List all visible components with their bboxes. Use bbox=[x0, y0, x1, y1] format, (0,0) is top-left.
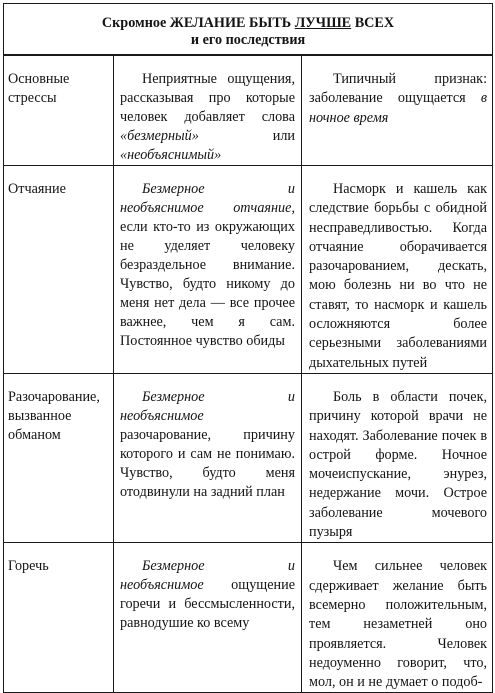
description-text: или bbox=[198, 128, 295, 144]
stress-cell: Отчаяние bbox=[4, 166, 114, 374]
description-text: Неприятные ощущения, рассказывая про которые человек добавляет слова bbox=[120, 71, 295, 125]
description-cell bbox=[114, 166, 302, 374]
table-row bbox=[4, 166, 493, 374]
table-header-row bbox=[4, 4, 493, 56]
description-italic: «необъяснимый» bbox=[120, 147, 222, 163]
title-suffix: ВСЕХ bbox=[351, 15, 395, 31]
consequence-text: Типичный признак: заболевание ощущается bbox=[309, 71, 488, 107]
stress-cell: Горечь bbox=[4, 543, 114, 693]
table-header bbox=[4, 4, 493, 56]
description-text: если кто-то из окружающих не уделяет человеку безраздельное внимание. Чувство, будто никому до меня нет дела — все прочее важнее, чем я сам. Постоянное чувство обиды bbox=[120, 219, 295, 349]
description-cell bbox=[114, 55, 302, 166]
table-row bbox=[4, 543, 493, 693]
stress-cell: Разочарование, вызванное обманом bbox=[4, 373, 114, 542]
description-text: ощущение горечи и бессмысленности, равнодушие ко всему bbox=[120, 577, 295, 632]
stress-table bbox=[3, 3, 493, 693]
table-row bbox=[4, 55, 493, 166]
description-cell bbox=[114, 543, 302, 693]
table-row bbox=[4, 373, 493, 542]
consequence-cell: Боль в области почек, причину которой врачи не находят. Заболевание почек в острой форме. Ночное мочеиспускание, энурез, недержание мочи. Острое заболевание мочевого пузыря bbox=[302, 373, 493, 542]
consequence-italic: в ночное время bbox=[309, 90, 488, 126]
title-underlined-word: ЛУЧШЕ bbox=[294, 15, 352, 31]
consequence-cell: Насморк и кашель как следствие борьбы с обидной несправедливостью. Когда отчаяние оборачивается разочарованием, дескать, мою болезнь ни во что не ставят, то насморк и кашель осложняются более серьезными заболеваниями дыхательных путей bbox=[302, 166, 493, 374]
description-italic: «безмерный» bbox=[120, 128, 199, 144]
description-italic: Безмерное и необъяснимое отчаяние, bbox=[120, 181, 295, 216]
description-text: разочарование, причину которого и сам не понимаю. Чувство, будто меня отодвинули на задний план bbox=[120, 426, 295, 500]
description-cell bbox=[114, 373, 302, 542]
table-subtitle: и его последствия bbox=[190, 32, 306, 48]
table-title bbox=[4, 15, 492, 32]
stress-cell: Основные стрессы bbox=[4, 55, 114, 166]
consequence-cell bbox=[302, 55, 493, 166]
description-italic: Безмерное и необъяснимое bbox=[120, 388, 295, 424]
consequence-cell: Чем сильнее человек сдерживает желание быть всемерно положительным, тем незаметней оно проявляется. Человек недоуменно говорит, что, мол, он и не думает о подоб- bbox=[302, 543, 493, 693]
description-italic: Безмерное и необъяснимое bbox=[120, 558, 295, 594]
title-prefix: Скромное ЖЕЛАНИЕ БЫТЬ bbox=[101, 15, 295, 31]
